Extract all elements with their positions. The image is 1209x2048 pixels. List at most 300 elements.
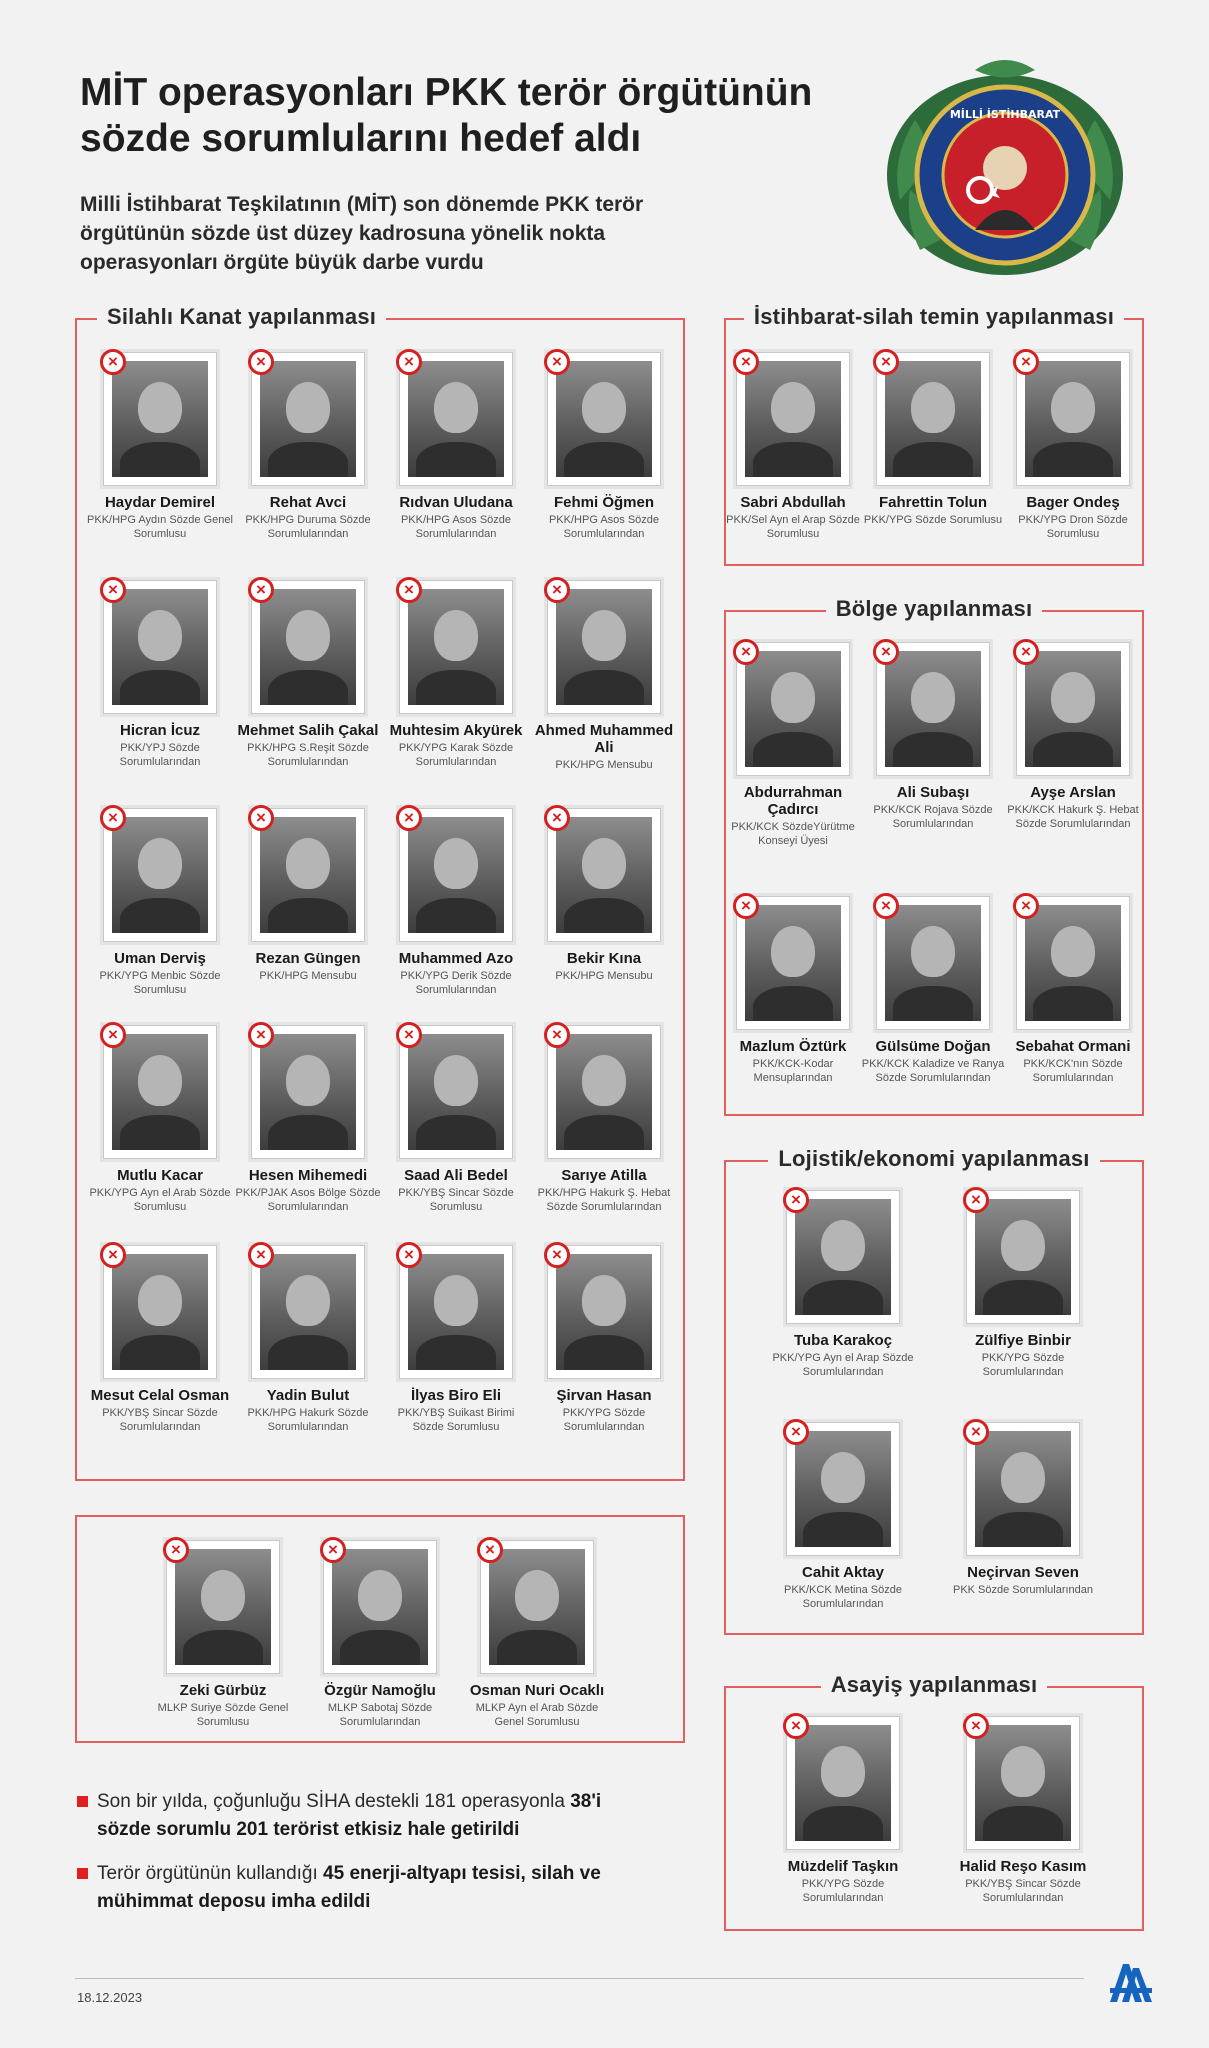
page-subtitle: Milli İstihbarat Teşkilatının (MİT) son dönemde PKK terör örgütünün sözde üst düzey kadrosuna yönelik nokta operasyonları örgüte büyük darbe vurdu: [80, 193, 644, 274]
neutralized-x-icon: ×: [1013, 893, 1039, 919]
person-photo: [966, 1422, 1080, 1556]
person-card: [718, 642, 868, 848]
person-role: PKK/KCK'nın Sözde Sorumlularından: [1023, 1058, 1123, 1084]
person-name: Mazlum Öztürk: [739, 1038, 847, 1055]
footer-divider: [75, 1978, 1084, 1979]
neutralized-x-icon: ×: [248, 805, 274, 831]
silhouette-shoulders: [564, 1115, 645, 1150]
silhouette-shoulders: [1033, 442, 1114, 477]
person-role: PKK/HPG Mensubu: [259, 970, 357, 982]
page-title: MİT operasyonları PKK terör örgütünün sözde sorumlularını hedef aldı: [80, 71, 813, 160]
photo-placeholder: [175, 1549, 271, 1665]
photo-placeholder: [745, 905, 841, 1021]
silhouette-head: [138, 838, 182, 889]
person-name: Tuba Karakoç: [793, 1332, 893, 1349]
photo-placeholder: [795, 1725, 891, 1841]
person-role: PKK/YPG Dron Sözde Sorumlusu: [1018, 514, 1128, 540]
neutralized-x-icon: ×: [248, 1242, 274, 1268]
person-role: PKK/PJAK Asos Bölge Sözde Sorumlularından: [235, 1187, 381, 1213]
neutralized-x-icon: ×: [873, 639, 899, 665]
person-photo: [966, 1716, 1080, 1850]
neutralized-x-icon: ×: [396, 1242, 422, 1268]
silhouette-head: [138, 1275, 182, 1326]
person-name: Rehat Avci: [269, 494, 347, 511]
person-card: [858, 352, 1008, 527]
silhouette-head: [286, 382, 330, 433]
person-name: Halid Reşo Kasım: [959, 1858, 1087, 1875]
silhouette-shoulders: [564, 442, 645, 477]
person-role: PKK/HPG Hakurk Ş. Hebat Sözde Sorumlularından: [537, 1187, 671, 1213]
person-photo: [323, 1540, 437, 1674]
panel-silahli-title: Silahlı Kanat yapılanması: [97, 304, 386, 329]
silhouette-head: [286, 1055, 330, 1106]
person-card: [768, 1190, 918, 1379]
neutralized-x-icon: ×: [1013, 349, 1039, 375]
photo-placeholder: [1025, 361, 1121, 477]
person-name: Mehmet Salih Çakal: [237, 722, 379, 739]
silhouette-shoulders: [120, 442, 201, 477]
person-card: [858, 642, 1008, 831]
person-photo: [399, 580, 513, 714]
neutralized-x-icon: ×: [733, 893, 759, 919]
neutralized-x-icon: ×: [248, 349, 274, 375]
person-card: [381, 580, 531, 769]
person-name: Hesen Mihemedi: [248, 1167, 368, 1184]
silhouette-shoulders: [120, 1335, 201, 1370]
silhouette-head: [582, 1055, 626, 1106]
silhouette-shoulders: [983, 1512, 1064, 1547]
person-name: Ali Subaşı: [896, 784, 970, 801]
person-name: Şirvan Hasan: [556, 1387, 652, 1404]
person-role: PKK/HPG Asos Sözde Sorumlularından: [548, 514, 660, 540]
person-photo: [399, 1025, 513, 1159]
person-card: [233, 1245, 383, 1434]
person-name: Rıdvan Uludana: [399, 494, 513, 511]
photo-placeholder: [260, 817, 356, 933]
photo-placeholder: [556, 1034, 652, 1150]
photo-placeholder: [112, 1254, 208, 1370]
silhouette-shoulders: [268, 1335, 349, 1370]
person-name: Zeki Gürbüz: [179, 1682, 267, 1699]
summary-bullets: [75, 1788, 655, 1932]
silhouette-head: [434, 1055, 478, 1106]
photo-placeholder: [408, 817, 504, 933]
neutralized-x-icon: ×: [477, 1537, 503, 1563]
person-photo: [251, 808, 365, 942]
person-photo: [786, 1422, 900, 1556]
silhouette-head: [434, 1275, 478, 1326]
photo-placeholder: [112, 817, 208, 933]
publish-date: 18.12.2023: [77, 1990, 143, 2005]
neutralized-x-icon: ×: [100, 1242, 126, 1268]
panel-bolge-title: Bölge yapılanması: [826, 596, 1043, 621]
silhouette-shoulders: [753, 442, 834, 477]
person-name: Cahit Aktay: [802, 1564, 884, 1581]
person-photo: [480, 1540, 594, 1674]
person-role: PKK/KCK-Kodar Mensuplarından: [752, 1058, 834, 1084]
photo-placeholder: [1025, 651, 1121, 767]
person-name: Bager Ondeş: [1026, 494, 1120, 511]
person-photo: [547, 580, 661, 714]
person-name: Osman Nuri Ocaklı: [469, 1682, 605, 1699]
person-photo: [876, 642, 990, 776]
silhouette-head: [138, 610, 182, 661]
person-name: Mutlu Kacar: [117, 1167, 203, 1184]
person-role: PKK/YPG Menbic Sözde Sorumlusu: [99, 970, 221, 996]
silhouette-head: [911, 382, 955, 433]
silhouette-head: [821, 1746, 865, 1797]
person-name: Fahrettin Tolun: [878, 494, 988, 511]
person-card: [85, 1245, 235, 1434]
person-card: [305, 1540, 455, 1729]
silhouette-head: [582, 382, 626, 433]
person-role: PKK/KCK Kaladize ve Ranya Sözde Sorumlularından: [861, 1058, 1005, 1084]
photo-placeholder: [260, 589, 356, 705]
silhouette-shoulders: [497, 1630, 578, 1665]
person-name: Ayşe Arslan: [1030, 784, 1116, 801]
person-name: Saad Ali Bedel: [404, 1167, 508, 1184]
person-photo: [399, 1245, 513, 1379]
silhouette-shoulders: [183, 1630, 264, 1665]
neutralized-x-icon: ×: [733, 349, 759, 375]
silhouette-head: [201, 1570, 245, 1621]
person-photo: [736, 642, 850, 776]
photo-placeholder: [112, 361, 208, 477]
silhouette-head: [821, 1220, 865, 1271]
neutralized-x-icon: ×: [248, 577, 274, 603]
silhouette-head: [434, 382, 478, 433]
person-photo: [736, 352, 850, 486]
neutralized-x-icon: ×: [544, 1022, 570, 1048]
person-photo: [399, 352, 513, 486]
photo-placeholder: [260, 361, 356, 477]
person-photo: [103, 808, 217, 942]
person-role: PKK/YPG Sözde Sorumlusu: [863, 514, 1003, 526]
photo-placeholder: [795, 1431, 891, 1547]
person-role: PKK/HPG Mensubu: [555, 759, 653, 771]
silhouette-shoulders: [268, 442, 349, 477]
person-name: Sarıye Atilla: [561, 1167, 647, 1184]
panel-istihbarat-title: İstihbarat-silah temin yapılanması: [744, 304, 1124, 329]
person-role: PKK/HPG S.Reşit Sözde Sorumlularından: [247, 742, 369, 768]
silhouette-head: [434, 838, 478, 889]
photo-placeholder: [745, 651, 841, 767]
silhouette-shoulders: [893, 986, 974, 1021]
photo-placeholder: [795, 1199, 891, 1315]
person-name: Bekir Kına: [566, 950, 642, 967]
photo-placeholder: [408, 1254, 504, 1370]
silhouette-shoulders: [803, 1512, 884, 1547]
neutralized-x-icon: ×: [1013, 639, 1039, 665]
person-name: Zülfiye Binbir: [975, 1332, 1071, 1349]
silhouette-shoulders: [753, 986, 834, 1021]
silhouette-head: [1051, 382, 1095, 433]
silhouette-head: [771, 926, 815, 977]
person-role: PKK/YBŞ Sincar Sözde Sorumlularından: [965, 1878, 1081, 1904]
neutralized-x-icon: ×: [873, 893, 899, 919]
photo-placeholder: [885, 361, 981, 477]
photo-placeholder: [332, 1549, 428, 1665]
photo-placeholder: [975, 1199, 1071, 1315]
neutralized-x-icon: ×: [873, 349, 899, 375]
silhouette-head: [286, 1275, 330, 1326]
person-name: Muhtesim Akyürek: [389, 722, 523, 739]
person-photo: [251, 352, 365, 486]
person-photo: [1016, 642, 1130, 776]
person-role: PKK/HPG Mensubu: [555, 970, 653, 982]
neutralized-x-icon: ×: [320, 1537, 346, 1563]
silhouette-shoulders: [893, 442, 974, 477]
neutralized-x-icon: ×: [963, 1419, 989, 1445]
neutralized-x-icon: ×: [544, 805, 570, 831]
person-photo: [251, 1245, 365, 1379]
person-card: [233, 580, 383, 769]
photo-placeholder: [556, 589, 652, 705]
person-role: PKK/HPG Asos Sözde Sorumlularından: [400, 514, 512, 540]
person-name: Uman Derviş: [114, 950, 206, 967]
person-card: [948, 1422, 1098, 1597]
photo-placeholder: [260, 1254, 356, 1370]
person-name: Hicran İcuz: [119, 722, 201, 739]
person-name: Özgür Namoğlu: [324, 1682, 436, 1699]
person-card: [948, 1190, 1098, 1379]
person-name: Gülsüme Doğan: [875, 1038, 991, 1055]
neutralized-x-icon: ×: [100, 805, 126, 831]
silhouette-shoulders: [564, 898, 645, 933]
person-name: Ahmed Muhammed Ali: [534, 722, 674, 756]
person-photo: [166, 1540, 280, 1674]
person-card: [85, 1025, 235, 1214]
person-photo: [736, 896, 850, 1030]
person-name: Abdurrahman Çadırcı: [743, 784, 843, 818]
silhouette-shoulders: [416, 898, 497, 933]
photo-placeholder: [408, 1034, 504, 1150]
person-card: [381, 808, 531, 997]
person-card: [718, 352, 868, 541]
silhouette-head: [286, 838, 330, 889]
silhouette-head: [911, 926, 955, 977]
neutralized-x-icon: ×: [396, 805, 422, 831]
bullet-facilities: Terör örgütünün kullandığı 45 enerji-altyapı tesisi, silah ve mühimmat deposu imha edildi: [75, 1860, 655, 1916]
silhouette-head: [358, 1570, 402, 1621]
person-card: [718, 896, 868, 1085]
silhouette-shoulders: [416, 1335, 497, 1370]
person-card: [529, 808, 679, 983]
neutralized-x-icon: ×: [544, 577, 570, 603]
neutralized-x-icon: ×: [396, 577, 422, 603]
person-photo: [547, 1245, 661, 1379]
neutralized-x-icon: ×: [733, 639, 759, 665]
neutralized-x-icon: ×: [396, 1022, 422, 1048]
silhouette-shoulders: [340, 1630, 421, 1665]
silhouette-shoulders: [753, 732, 834, 767]
person-photo: [547, 352, 661, 486]
silhouette-shoulders: [120, 670, 201, 705]
person-card: [529, 580, 679, 772]
silhouette-head: [286, 610, 330, 661]
person-role: MLKP Ayn el Arab Sözde Genel Sorumlusu: [475, 1702, 599, 1728]
neutralized-x-icon: ×: [100, 577, 126, 603]
neutralized-x-icon: ×: [963, 1187, 989, 1213]
person-role: PKK/KCK SözdeYürütme Konseyi Üyesi: [731, 821, 855, 847]
silhouette-shoulders: [1033, 732, 1114, 767]
person-name: Mesut Celal Osman: [90, 1387, 230, 1404]
photo-placeholder: [1025, 905, 1121, 1021]
neutralized-x-icon: ×: [783, 1187, 809, 1213]
silhouette-head: [771, 382, 815, 433]
person-photo: [251, 1025, 365, 1159]
neutralized-x-icon: ×: [783, 1419, 809, 1445]
bullet-operations: Son bir yılda, çoğunluğu SİHA destekli 181 operasyonla 38'i sözde sorumlu 201 terörist etkisiz hale getirildi: [75, 1788, 655, 1844]
person-card: [768, 1716, 918, 1905]
silhouette-shoulders: [564, 670, 645, 705]
neutralized-x-icon: ×: [396, 349, 422, 375]
person-name: Sabri Abdullah: [740, 494, 846, 511]
panel-asayis-title: Asayiş yapılanması: [821, 1672, 1048, 1697]
person-photo: [251, 580, 365, 714]
person-photo: [103, 352, 217, 486]
person-role: PKK/YPG Ayn el Arab Sözde Sorumlusu: [89, 1187, 231, 1213]
person-card: [381, 1245, 531, 1434]
person-card: [529, 1025, 679, 1214]
person-name: Fehmi Öğmen: [553, 494, 654, 511]
person-card: [998, 352, 1148, 541]
person-photo: [786, 1190, 900, 1324]
person-card: [148, 1540, 298, 1729]
neutralized-x-icon: ×: [100, 1022, 126, 1048]
person-photo: [966, 1190, 1080, 1324]
panel-lojistik-title: Lojistik/ekonomi yapılanması: [768, 1146, 1099, 1171]
person-photo: [547, 1025, 661, 1159]
photo-placeholder: [112, 589, 208, 705]
silhouette-shoulders: [983, 1806, 1064, 1841]
person-role: PKK/YPG Sözde Sorumlularından: [801, 1878, 885, 1904]
person-role: PKK/KCK Metina Sözde Sorumlularından: [783, 1584, 902, 1610]
neutralized-x-icon: ×: [963, 1713, 989, 1739]
silhouette-head: [1001, 1452, 1045, 1503]
person-role: PKK/HPG Hakurk Sözde Sorumlularından: [247, 1407, 369, 1433]
person-name: İlyas Biro Eli: [410, 1387, 502, 1404]
person-card: [948, 1716, 1098, 1905]
silhouette-shoulders: [1033, 986, 1114, 1021]
silhouette-head: [582, 838, 626, 889]
photo-placeholder: [745, 361, 841, 477]
photo-placeholder: [260, 1034, 356, 1150]
silhouette-head: [1001, 1746, 1045, 1797]
person-name: Muhammed Azo: [398, 950, 514, 967]
silhouette-shoulders: [803, 1806, 884, 1841]
person-card: [998, 642, 1148, 831]
photo-placeholder: [975, 1431, 1071, 1547]
neutralized-x-icon: ×: [783, 1713, 809, 1739]
person-photo: [876, 896, 990, 1030]
person-photo: [103, 1025, 217, 1159]
photo-placeholder: [112, 1034, 208, 1150]
person-role: PKK Sözde Sorumlularından: [952, 1584, 1094, 1596]
person-role: PKK/YPG Karak Sözde Sorumlularından: [398, 742, 514, 768]
person-card: [233, 352, 383, 541]
photo-placeholder: [556, 817, 652, 933]
person-photo: [103, 580, 217, 714]
person-role: PKK/KCK Rojava Sözde Sorumlularından: [873, 804, 993, 830]
photo-placeholder: [408, 589, 504, 705]
person-role: PKK/YBŞ Sincar Sözde Sorumlularından: [102, 1407, 218, 1433]
person-role: PKK/YPG Ayn el Arap Sözde Sorumlularından: [772, 1352, 914, 1378]
person-name: Sebahat Ormani: [1015, 1038, 1131, 1055]
silhouette-head: [515, 1570, 559, 1621]
silhouette-shoulders: [983, 1280, 1064, 1315]
silhouette-shoulders: [416, 442, 497, 477]
silhouette-head: [771, 672, 815, 723]
person-name: Neçirvan Seven: [967, 1564, 1079, 1581]
person-card: [233, 1025, 383, 1214]
person-photo: [786, 1716, 900, 1850]
person-card: [85, 808, 235, 997]
silhouette-shoulders: [268, 670, 349, 705]
silhouette-head: [582, 1275, 626, 1326]
photo-placeholder: [489, 1549, 585, 1665]
photo-placeholder: [408, 361, 504, 477]
person-card: [85, 352, 235, 541]
person-card: [381, 1025, 531, 1214]
photo-placeholder: [556, 1254, 652, 1370]
person-card: [529, 352, 679, 541]
silhouette-shoulders: [120, 1115, 201, 1150]
neutralized-x-icon: ×: [544, 1242, 570, 1268]
person-card: [233, 808, 383, 983]
person-role: PKK/YPJ Sözde Sorumlularından: [119, 742, 201, 768]
person-role: PKK/KCK Hakurk Ş. Hebat Sözde Sorumlularından: [1007, 804, 1139, 830]
silhouette-head: [434, 610, 478, 661]
person-role: PKK/HPG Aydın Sözde Genel Sorumlusu: [87, 514, 233, 540]
person-role: PKK/HPG Duruma Sözde Sorumlularından: [245, 514, 371, 540]
person-card: [768, 1422, 918, 1611]
silhouette-head: [821, 1452, 865, 1503]
person-card: [462, 1540, 612, 1729]
neutralized-x-icon: ×: [100, 349, 126, 375]
neutralized-x-icon: ×: [544, 349, 570, 375]
person-name: Yadin Bulut: [266, 1387, 350, 1404]
silhouette-shoulders: [564, 1335, 645, 1370]
anadolu-agency-logo: [1106, 1958, 1156, 2008]
person-photo: [103, 1245, 217, 1379]
person-name: Müzdelif Taşkın: [787, 1858, 899, 1875]
neutralized-x-icon: ×: [248, 1022, 274, 1048]
silhouette-shoulders: [893, 732, 974, 767]
person-photo: [1016, 352, 1130, 486]
silhouette-head: [1051, 672, 1095, 723]
silhouette-shoulders: [268, 1115, 349, 1150]
person-role: PKK/YPG Sözde Sorumlularından: [981, 1352, 1065, 1378]
person-card: [998, 896, 1148, 1085]
person-card: [381, 352, 531, 541]
silhouette-head: [911, 672, 955, 723]
person-photo: [399, 808, 513, 942]
person-name: Rezan Güngen: [255, 950, 361, 967]
person-role: MLKP Suriye Sözde Genel Sorumlusu: [157, 1702, 289, 1728]
silhouette-head: [138, 382, 182, 433]
person-role: PKK/YPG Sözde Sorumlularından: [562, 1407, 646, 1433]
person-photo: [547, 808, 661, 942]
person-role: PKK/YBŞ Sincar Sözde Sorumlusu: [398, 1187, 514, 1213]
person-card: [858, 896, 1008, 1085]
person-name: Haydar Demirel: [104, 494, 216, 511]
person-photo: [876, 352, 990, 486]
person-role: MLKP Sabotaj Sözde Sorumlularından: [327, 1702, 433, 1728]
person-role: PKK/YBŞ Suikast Birimi Sözde Sorumlusu: [397, 1407, 515, 1433]
person-role: PKK/YPG Derik Sözde Sorumlularından: [400, 970, 512, 996]
silhouette-shoulders: [120, 898, 201, 933]
